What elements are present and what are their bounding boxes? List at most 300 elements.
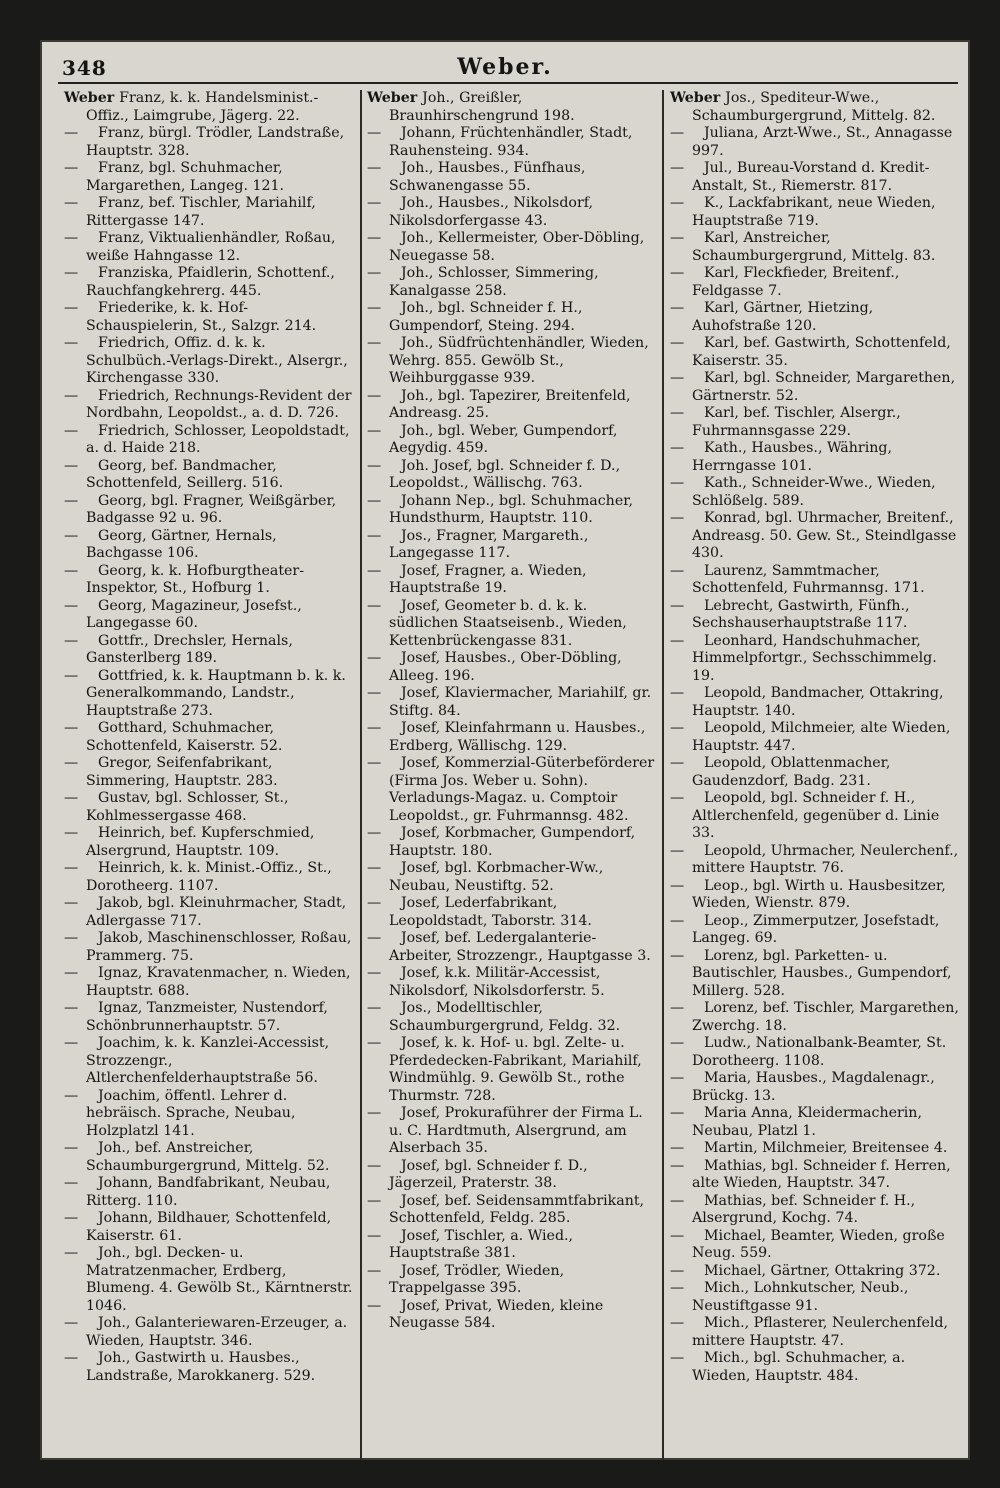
entry-lead: — [64,492,79,509]
directory-entry [670,1228,960,1263]
entry-lead: — [367,300,382,316]
entry-text: Johann, Bandfabrikant, Neubau, Ritterg. 110. [86,1175,331,1209]
entry-lead: — [670,562,685,579]
entry-lead: — [367,195,382,211]
directory-entry [367,685,657,720]
entry-text: Michael, Gärtner, Ottakring 372. [704,1262,941,1279]
entry-text: Georg, bef. Bandmacher, Schottenfeld, Seillerg. 516. [86,457,284,491]
entry-text: Franz, k. k. Handelsminist.-Offiz., Laimgrube, Jägerg. 22. [86,90,319,124]
directory-entry [670,1280,960,1315]
entry-lead: — [64,930,79,946]
entry-text: Kath., Schneider-Wwe., Wieden, Schlößelg. 589. [692,475,936,509]
entry-lead: — [64,300,79,316]
entry-lead: — [670,265,685,281]
directory-entry [64,1350,354,1385]
entry-text: Josef, Tischler, a. Wied., Hauptstraße 381. [389,1227,574,1261]
entry-lead: — [670,405,685,421]
entry-text: Martin, Milchmeier, Breitensee 4. [704,1140,948,1156]
directory-entry [64,1175,354,1210]
entry-lead: — [367,1297,382,1314]
entry-text: Jul., Bureau-Vorstand d. Kredit-Anstalt, St., Riemerstr. 817. [692,160,930,194]
directory-entry [367,895,657,930]
entry-lead: — [367,422,382,439]
entry-text: Mathias, bgl. Schneider f. Herren, alte Wieden, Hauptstr. 347. [692,1157,951,1191]
entry-text: Josef, Kommerzial-Güterbeförderer (Firma Jos. Weber u. Sohn). Verladungs-Magaz. u. Comptoir Leopoldst., gr. Fuhrmannsg. 482. [389,755,655,824]
entry-lead: — [367,1192,382,1209]
directory-entry [367,195,657,230]
directory-entry [670,843,960,878]
entry-lead: — [64,1245,79,1261]
directory-entry [670,300,960,335]
entry-lead: — [64,860,79,876]
entry-lead: — [64,825,79,841]
entry-text: Gregor, Seifenfabrikant, Simmering, Hauptstr. 283. [86,755,278,789]
directory-entry [367,300,657,335]
directory-entry [64,563,354,598]
entry-text: Laurenz, Sammtmacher, Schottenfeld, Fuhrmannsg. 171. [692,562,925,596]
directory-entry [670,160,960,195]
entry-lead: — [367,720,382,736]
entry-lead: — [64,457,79,474]
entry-lead: — [670,790,685,806]
entry-lead: — [367,562,382,579]
directory-entry [670,1105,960,1140]
entry-text: Josef, Trödler, Wieden, Trappelgasse 395. [389,1262,565,1296]
directory-entry [64,230,354,265]
entry-lead: — [670,597,685,614]
entry-text: Mich., bgl. Schuhmacher, a. Wieden, Hauptstr. 484. [692,1350,906,1384]
directory-entry [64,493,354,528]
entry-lead: — [367,335,382,351]
entry-lead: — [367,825,382,841]
entry-text: Gotthard, Schuhmacher, Schottenfeld, Kaiserstr. 52. [86,720,283,754]
entry-lead: — [367,685,382,701]
entry-lead: — [64,1035,79,1051]
entry-lead: — [670,370,685,386]
directory-entry [670,1035,960,1070]
directory-entry [64,90,354,125]
entry-text: Heinrich, bef. Kupferschmied, Alsergrund, Hauptstr. 109. [86,825,315,859]
entry-lead: — [670,335,685,351]
entry-lead: — [64,125,79,141]
entry-text: Karl, Gärtner, Hietzing, Auhofstraße 120. [692,300,874,334]
directory-entry [64,1140,354,1175]
directory-entry [367,1193,657,1228]
entry-text: Josef, bef. Ledergalanterie-Arbeiter, Strozzengr., Hauptgasse 3. [389,930,651,964]
entry-text: Joh., Gastwirth u. Hausbes., Landstraße, Marokkanerg. 529. [86,1350,316,1384]
entry-text: Georg, k. k. Hofburgtheater-Inspektor, St., Hofburg 1. [86,562,305,596]
page-number: 348 [62,56,107,80]
directory-entry [367,930,657,965]
directory-entry [367,1298,657,1333]
entry-text: Johann Nep., bgl. Schuhmacher, Hundsthurm, Hauptstr. 110. [389,492,633,526]
entry-lead: — [670,632,685,649]
entry-text: Ignaz, Kravatenmacher, n. Wieden, Hauptstr. 688. [86,965,351,999]
entry-text: Josef, bgl. Korbmacher-Ww., Neubau, Neustiftg. 52. [389,860,604,894]
directory-entry [64,1210,354,1245]
entry-lead: — [670,1140,685,1156]
entry-text: Josef, Kleinfahrmann u. Hausbes., Erdberg, Wällischg. 129. [389,720,646,754]
entry-text: Ludw., Nationalbank-Beamter, St. Dorotheerg. 1108. [692,1035,947,1069]
entry-text: Josef, Korbmacher, Gumpendorf, Hauptstr. 180. [389,825,636,859]
entry-text: Lebrecht, Gastwirth, Fünfh., Sechshauserhauptstraße 117. [692,597,910,631]
entry-lead: — [64,790,79,806]
entry-text: Franz, bgl. Schuhmacher, Margarethen, Langeg. 121. [86,160,285,194]
directory-entry [64,528,354,563]
entry-text: Franz, bürgl. Trödler, Landstraße, Hauptstr. 328. [86,125,345,159]
entry-text: Gustav, bgl. Schlosser, St., Kohlmessergasse 468. [86,790,289,824]
entry-lead: — [64,160,79,176]
entry-lead: — [367,1105,382,1121]
entry-lead: — [64,527,79,544]
entry-lead: — [670,230,685,246]
directory-entry [670,370,960,405]
directory-entry [367,1000,657,1035]
entry-text: Josef, Klaviermacher, Mariahilf, gr. Stiftg. 84. [389,685,652,719]
directory-entry [64,825,354,860]
entry-lead: — [367,1157,382,1174]
running-head: Weber. [457,54,553,80]
directory-entry [670,913,960,948]
directory-entry [670,563,960,598]
directory-entry [64,1035,354,1088]
entry-lead: — [367,230,382,246]
directory-entry [670,510,960,563]
entry-text: Johann, Früchtenhändler, Stadt, Rauhensteing. 934. [389,125,633,159]
entry-text: Franziska, Pfaidlerin, Schottenf., Rauchfangkehrerg. 445. [86,265,335,299]
directory-entry [670,1070,960,1105]
directory-entry [64,668,354,721]
entry-lead: — [367,457,382,474]
directory-entry [64,300,354,335]
entry-text: Georg, bgl. Fragner, Weißgärber, Badgasse 92 u. 96. [86,492,337,526]
entry-lead: — [670,1192,685,1209]
directory-entry [367,860,657,895]
directory-entry [670,90,960,125]
entry-lead: — [64,720,79,736]
entry-text: Josef, Lederfabrikant, Leopoldstadt, Taborstr. 314. [389,895,592,929]
entry-text: Joh. Josef, bgl. Schneider f. D., Leopoldst., Wällischg. 763. [389,457,621,491]
entry-lead: — [367,965,382,981]
directory-entry [367,230,657,265]
entry-text: Karl, bgl. Schneider, Margarethen, Gärtnerstr. 52. [692,370,956,404]
entry-lead: — [670,1070,685,1086]
directory-page [40,40,970,1460]
entry-lead: — [670,1157,685,1174]
entry-text: Friedrich, Schlosser, Leopoldstadt, a. d. Haide 218. [86,422,350,456]
entry-lead: — [64,632,79,649]
entry-text: Franz, Viktualienhändler, Roßau, weiße Hahngasse 12. [86,230,336,264]
directory-entry [367,1263,657,1298]
directory-entry [64,1000,354,1035]
directory-entry [367,423,657,458]
entry-lead: — [367,1035,382,1051]
entry-lead: — [670,720,685,736]
entry-lead: — [367,650,382,666]
directory-entry [367,650,657,685]
entry-text: Friedrich, Offiz. d. k. k. Schulbüch.-Verlags-Direkt., Alsergr., Kirchengasse 330. [86,335,348,386]
entry-text: Georg, Gärtner, Hernals, Bachgasse 106. [86,527,277,561]
entry-text: Joh., bgl. Schneider f. H., Gumpendorf, Steing. 294. [389,300,583,334]
entry-lead: — [670,1035,685,1051]
directory-entry [64,1088,354,1141]
entry-lead: — [64,965,79,981]
directory-entry [64,860,354,895]
directory-entry [64,965,354,1000]
entry-lead: — [367,527,382,544]
directory-entry [367,388,657,423]
directory-entry [670,230,960,265]
entry-text: Leopold, Milchmeier, alte Wieden, Hauptstr. 447. [692,720,951,754]
entry-text: Juliana, Arzt-Wwe., St., Annagasse 997. [692,125,953,159]
entry-lead: — [670,475,685,491]
directory-entry [670,1350,960,1385]
directory-entry [367,825,657,860]
entry-lead: — [367,1262,382,1279]
entry-text: Heinrich, k. k. Minist.-Offiz., St., Dorotheerg. 1107. [86,860,332,894]
entry-lead: — [670,300,685,316]
entry-text: Joh., bgl. Weber, Gumpendorf, Aegydig. 459. [389,422,618,456]
entry-lead: — [670,1280,685,1296]
directory-entry [64,160,354,195]
directory-entry [670,790,960,843]
entry-text: Mathias, bef. Schneider f. H., Alsergrund, Kochg. 74. [692,1192,916,1226]
entry-lead: — [670,912,685,929]
entry-lead: — [670,440,685,456]
entry-text: Joh., Schlosser, Simmering, Kanalgasse 258. [389,265,599,299]
entry-text: Leopold, bgl. Schneider f. H., Altlerchenfeld, gegenüber d. Linie 33. [692,790,940,841]
entry-text: Leop., bgl. Wirth u. Hausbesitzer, Wieden, Wienstr. 879. [692,877,946,911]
directory-entry [670,685,960,720]
directory-entry [670,948,960,1001]
directory-entry [367,125,657,160]
entry-lead: — [670,195,685,211]
entry-lead: — [670,1315,685,1331]
entry-text: Lorenz, bgl. Parketten- u. Bautischler, Hausbes., Gumpendorf, Millerg. 528. [692,947,952,999]
entry-text: Karl, Fleckfieder, Breitenf., Feldgasse 7. [692,265,900,299]
entry-lead: Weber [367,90,423,106]
column-divider [360,90,362,1460]
directory-entry [670,195,960,230]
entry-text: Josef, Prokuraführer der Firma L. u. C. Hardtmuth, Alsergrund, am Alserbach 35. [389,1105,643,1156]
directory-entry [367,1035,657,1105]
directory-entry [64,598,354,633]
entry-lead: — [64,195,79,211]
directory-entry [367,160,657,195]
entry-text: Maria, Hausbes., Magdalenagr., Brückg. 13. [692,1070,935,1104]
entry-text: Jos., Modelltischler, Schaumburgergrund, Feldg. 32. [389,1000,621,1034]
directory-entry [367,265,657,300]
entry-lead: Weber [670,90,726,106]
entry-lead: — [64,667,79,684]
entry-lead: — [64,335,79,351]
directory-entry [367,528,657,563]
directory-entry [670,1193,960,1228]
entry-lead: — [64,387,79,404]
entry-lead: — [367,597,382,614]
entry-text: Lorenz, bef. Tischler, Margarethen, Zwerchg. 18. [692,1000,959,1034]
entry-text: Joh., bef. Anstreicher, Schaumburgergrund, Mittelg. 52. [86,1140,330,1174]
entry-lead: — [670,877,685,894]
directory-entry [64,265,354,300]
entry-lead: — [670,510,685,526]
directory-entry [64,930,354,965]
entry-text: Joh., Hausbes., Fünfhaus, Schwanengasse 55. [389,160,586,194]
entry-lead: — [64,422,79,439]
entry-lead: — [64,1315,79,1331]
entry-lead: — [64,1350,79,1366]
entry-lead: — [367,930,382,946]
entry-text: Karl, bef. Gastwirth, Schottenfeld, Kaiserstr. 35. [692,335,951,369]
entry-lead: — [670,947,685,964]
directory-entry [367,598,657,651]
entry-text: Joh., Hausbes., Nikolsdorf, Nikolsdorfergasse 43. [389,195,594,229]
directory-entry [670,1315,960,1350]
entry-lead: — [367,860,382,876]
entry-text: Kath., Hausbes., Währing, Herrngasse 101. [692,440,892,474]
directory-entry [64,458,354,493]
entry-lead: — [367,492,382,509]
directory-entry [670,125,960,160]
entry-text: Jakob, Maschinenschlosser, Roßau, Prammerg. 75. [86,930,352,964]
entry-lead: — [64,1000,79,1016]
entry-text: Leopold, Oblattenmacher, Gaudenzdorf, Badg. 231. [692,755,891,789]
entry-text: Joh., bgl. Decken- u. Matratzenmacher, Erdberg, Blumeng. 4. Gewölb St., Kärntnerstr. 1046. [86,1245,353,1314]
entry-lead: — [670,1000,685,1016]
entry-lead: — [670,755,685,771]
entry-lead: — [367,387,382,404]
entry-lead: — [670,1227,685,1244]
entry-lead: — [367,895,382,911]
directory-entry [367,458,657,493]
entry-lead: — [367,755,382,771]
entry-lead: — [670,685,685,701]
entry-text: Josef, k.k. Militär-Accessist, Nikolsdorf, Nikolsdorferstr. 5. [389,965,605,999]
entry-text: Mich., Lohnkutscher, Neub., Neustiftgasse 91. [692,1280,909,1314]
entry-lead: — [670,125,685,141]
entry-text: Josef, Privat, Wieden, kleine Neugasse 584. [389,1297,604,1331]
entry-lead: — [64,562,79,579]
entry-text: Ignaz, Tanzmeister, Nustendorf, Schönbrunnerhauptstr. 57. [86,1000,328,1034]
directory-entry [367,563,657,598]
entry-text: Michael, Beamter, Wieden, große Neug. 559. [692,1227,945,1261]
entry-lead: — [64,1175,79,1191]
directory-entry [670,755,960,790]
entry-text: Josef, bef. Seidensammtfabrikant, Schottenfeld, Feldg. 285. [389,1192,645,1226]
directory-entry [367,335,657,388]
header-rule [58,82,958,84]
directory-entry [670,440,960,475]
entry-text: Karl, Anstreicher, Schaumburgergrund, Mittelg. 83. [692,230,936,264]
entry-text: Leop., Zimmerputzer, Josefstadt, Langeg. 69. [692,912,940,946]
directory-entry [64,125,354,160]
directory-entry [670,475,960,510]
entry-text: Joh., Südfrüchtenhändler, Wieden, Wehrg. 855. Gewölb St., Weihburggasse 939. [389,335,649,386]
directory-entry [670,1140,960,1158]
entry-lead: — [64,1210,79,1226]
directory-entry [670,1263,960,1281]
entry-text: Leonhard, Handschuhmacher, Himmelpfortgr., Sechsschimmelg. 19. [692,632,937,684]
directory-entry [367,493,657,528]
entry-text: Leopold, Bandmacher, Ottakring, Hauptstr. 140. [692,685,944,719]
directory-entry [64,1315,354,1350]
column-2 [367,90,657,1333]
entry-lead: — [367,1227,382,1244]
directory-entry [670,598,960,633]
entry-text: Josef, Geometer b. d. k. k. südlichen Staatseisenb., Wieden, Kettenbrückengasse 831. [389,597,627,649]
entry-text: Johann, Bildhauer, Schottenfeld, Kaiserstr. 61. [86,1210,332,1244]
entry-lead: — [64,230,79,246]
entry-text: Leopold, Uhrmacher, Neulerchenf., mittere Hauptstr. 76. [692,842,959,876]
directory-entry [670,265,960,300]
directory-entry [670,633,960,686]
entry-text: Josef, k. k. Hof- u. bgl. Zelte- u. Pferdedecken-Fabrikant, Mariahilf, Windmühlg. 9. Gewölb St., rothe Thurmstr. 728. [389,1035,642,1104]
entry-lead: — [64,895,79,911]
entry-text: Joh., Greißler, Braunhirschengrund 198. [389,90,575,124]
directory-entry [670,1000,960,1035]
entry-lead: — [367,265,382,281]
entry-text: Josef, Hausbes., Ober-Döbling, Alleeg. 196. [389,650,622,684]
entry-text: Karl, bef. Tischler, Alsergr., Fuhrmannsgasse 229. [692,405,901,439]
entry-lead: — [64,597,79,614]
entry-text: Josef, Fragner, a. Wieden, Hauptstraße 19. [389,562,587,596]
entry-lead: — [670,1105,685,1121]
entry-text: Friederike, k. k. Hof-Schauspielerin, St., Salzgr. 214. [86,300,317,334]
entry-text: Joh., Galanteriewaren-Erzeuger, a. Wieden, Hauptstr. 346. [86,1315,348,1349]
entry-text: Joh., Kellermeister, Ober-Döbling, Neuegasse 58. [389,230,645,264]
entry-lead: — [64,1087,79,1104]
entry-lead: — [367,160,382,176]
entry-lead: — [367,125,382,141]
entry-text: K., Lackfabrikant, neue Wieden, Hauptstraße 719. [692,195,936,229]
entry-text: Maria Anna, Kleidermacherin, Neubau, Platzl 1. [692,1105,922,1139]
entry-lead: — [64,1140,79,1156]
entry-lead: Weber [64,90,120,106]
page-header [40,50,970,84]
directory-entry [64,755,354,790]
entry-text: Georg, Magazineur, Josefst., Langegasse 60. [86,597,302,631]
entry-lead: — [670,1262,685,1279]
entry-text: Konrad, bgl. Uhrmacher, Breitenf., Andreasg. 50. Gew. St., Steindlgasse 430. [692,510,957,561]
entry-text: Joachim, k. k. Kanzlei-Accessist, Strozzengr., Altlerchenfelderhauptstraße 56. [86,1035,330,1086]
directory-entry [367,1158,657,1193]
directory-entry [64,195,354,230]
entry-text: Jos., Fragner, Margareth., Langegasse 117. [389,527,589,561]
entry-text: Mich., Pflasterer, Neulerchenfeld, mittere Hauptstr. 47. [692,1315,948,1349]
column-3 [670,90,960,1385]
column-divider [662,90,664,1460]
directory-entry [670,1158,960,1193]
entry-lead: — [670,160,685,176]
directory-entry [670,335,960,370]
directory-entry [670,878,960,913]
directory-entry [670,720,960,755]
directory-entry [64,1245,354,1315]
directory-entry [64,720,354,755]
directory-entry [367,1228,657,1263]
directory-entry [367,1105,657,1158]
column-1 [64,90,354,1385]
directory-entry [64,388,354,423]
directory-entry [64,423,354,458]
entry-text: Joachim, öffentl. Lehrer d. hebräisch. Sprache, Neubau, Holzplatzl 141. [86,1087,296,1139]
directory-entry [64,335,354,388]
entry-lead: — [64,755,79,771]
entry-text: Joh., bgl. Tapezirer, Breitenfeld, Andreasg. 25. [389,387,631,421]
directory-entry [64,790,354,825]
directory-entry [367,720,657,755]
entry-text: Gottfried, k. k. Hauptmann b. k. k. Generalkommando, Landstr., Hauptstraße 273. [86,667,346,719]
